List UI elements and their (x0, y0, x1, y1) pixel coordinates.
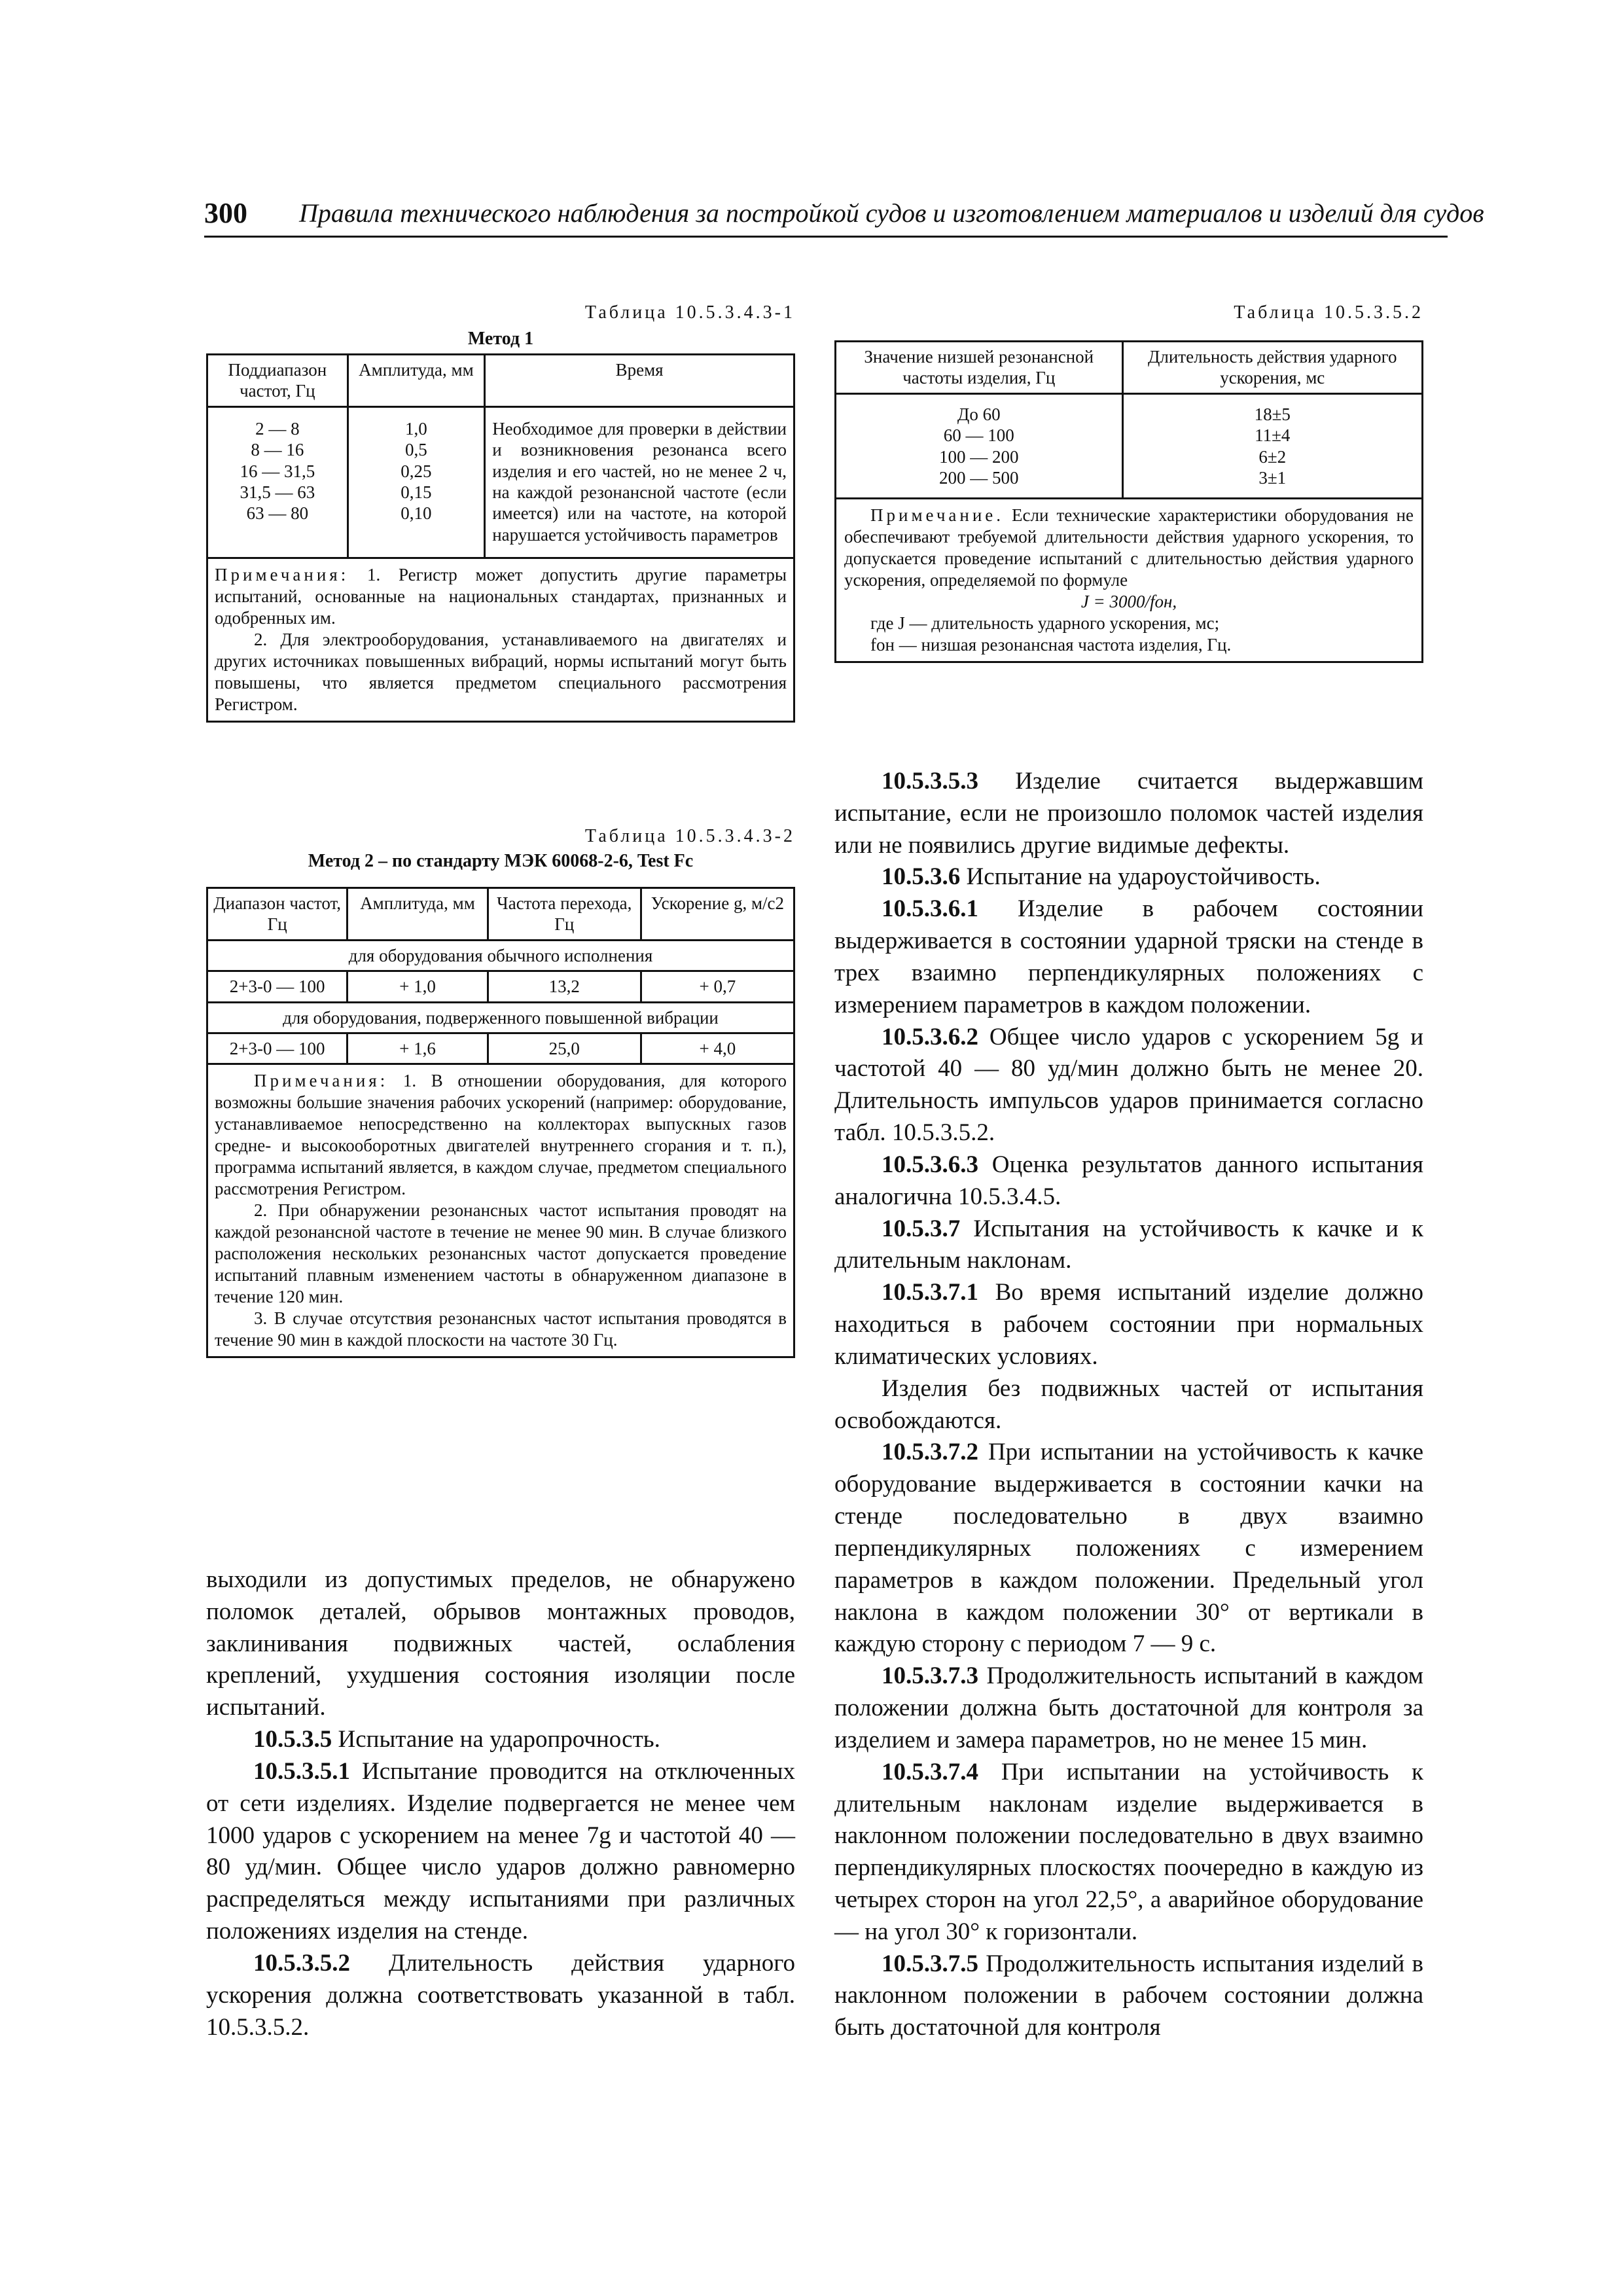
table3-freq: До 60 (957, 404, 1001, 424)
table3-formula: J = 3000/fон, (1080, 592, 1177, 612)
table2-note-1: 1. В отношении оборудования, для которого возможны большие значения рабочих ускорений (например: оборудование, устанавливаемое непосредственно на коллекторах выпускных газов средне- и высокооборотных двигателей внутреннего сгорания и т. п.), программа испытаний является, в каждом случае, предметом специального рассмотрения Регистром. (215, 1071, 787, 1199)
left-paragraph-3: Испытание проводится на отключенных от сети изделиях. Изделие подвергается не менее чем 1000 ударов с ускорением на менее 7g и частотой 40 — 80 уд/мин. Общее число ударов должно равномерно распределяться между испытаниями при различных положениях изделия на стенде. (206, 1757, 795, 1945)
table2-subtitle: Метод 2 – по стандарту МЭК 60068-2-6, Test Fc (308, 851, 694, 871)
table1-freq: 31,5 — 63 (240, 482, 315, 502)
table2-note-label: Примечания: (254, 1071, 389, 1091)
running-header (204, 196, 1484, 238)
table2-header-amp: Амплитуда, мм (348, 888, 488, 941)
table2-cell: + 1,6 (348, 1033, 488, 1064)
clause-number: 10.5.3.5 (253, 1726, 332, 1753)
table1-amp: 0,5 (405, 440, 427, 460)
page-number: 300 (204, 197, 247, 229)
table1-note-label: Примечания: (215, 565, 349, 585)
right-paragraph-10: Продолжительность испытаний в каждом положении должна быть достаточной для контроля за изделием и замера параметров, но не менее 15 мин. (834, 1662, 1423, 1753)
table3-freq-cell (836, 393, 1123, 499)
table3-header-dur: Длительность действия ударного ускорения, мс (1122, 342, 1423, 394)
table3-freq: 60 — 100 (943, 425, 1014, 446)
right-paragraph-12: Продолжительность испытания изделий в наклонном положении в рабочем состоянии должна быть достаточной для контроля (834, 1950, 1423, 2041)
right-paragraph-8: Изделия без подвижных частей от испытания освобождаются. (834, 1374, 1423, 1434)
table1-amp: 0,25 (401, 461, 432, 481)
right-paragraph-11: При испытании на устойчивость к длительным наклонам изделие выдерживается в наклонном положении последовательно в двух взаимно перпендикулярных плоскостях поочередно в каждую из четырех сторон на угол 22,5°, а аварийное оборудование — на угол 30° к горизонтали. (834, 1758, 1424, 1945)
table1-freq: 2 — 8 (255, 418, 300, 439)
clause-number: 10.5.3.5.2 (253, 1949, 350, 1977)
table3-header-freq: Значение низшей резонансной частоты изделия, Гц (836, 342, 1123, 394)
clause-number: 10.5.3.7 (882, 1215, 961, 1242)
right-paragraph-1: Изделие считается выдержавшим испытание, если не произошло поломок частей изделия или не появились другие видимые дефекты. (834, 768, 1424, 859)
table1-notes (207, 558, 794, 722)
clause-number: 10.5.3.6 (882, 863, 961, 891)
left-column-text (206, 1564, 795, 2043)
table3-dur: 3±1 (1258, 467, 1287, 488)
clause-number: 10.5.3.7.4 (882, 1758, 978, 1785)
right-paragraph-2: Испытание на удароустойчивость. (966, 863, 1321, 891)
table1-header-freq: Поддиапазон частот, Гц (207, 355, 348, 407)
table2-header-transition: Частота перехода, Гц (488, 888, 641, 941)
table1-amp: 1,0 (405, 418, 427, 439)
clause-number: 10.5.3.7.5 (882, 1950, 978, 1977)
clause-number: 10.5.3.6.3 (882, 1151, 978, 1178)
table1-amp: 0,10 (401, 503, 432, 524)
table1-note-1: 1. Регистр может допустить другие параметры испытаний, основанные на национальных стандартах, признанных и одобренных им. (215, 565, 787, 628)
left-paragraph-4: Длительность действия ударного ускорения должна соответствовать указанной в табл. 10.5.3.5.2. (206, 1949, 796, 2041)
table2-notes (207, 1064, 794, 1357)
table3-freq: 100 — 200 (939, 446, 1019, 467)
table1-caption: Таблица 10.5.3.4.3-1 (584, 302, 795, 323)
table2-cell: 2+3-0 — 100 (207, 1033, 348, 1064)
table1-freq: 63 — 80 (246, 503, 309, 524)
left-paragraph-2: Испытание на ударопрочность. (338, 1726, 660, 1753)
table3 (834, 340, 1423, 663)
right-paragraph-3: Изделие в рабочем состоянии выдерживается в состоянии ударной тряски на стенде в трех взаимно перпендикулярных положениях с измерением параметров в каждом положении. (834, 895, 1423, 1018)
table2-cell: + 1,0 (348, 971, 488, 1002)
table2-section-normal: для оборудования обычного исполнения (207, 940, 794, 971)
clause-number: 10.5.3.6.2 (882, 1023, 978, 1050)
table2-cell: 13,2 (488, 971, 641, 1002)
table2-header-freq: Диапазон частот, Гц (207, 888, 348, 941)
table3-dur: 11±4 (1255, 425, 1291, 446)
table1-time-text: Необходимое для проверки в действии и возникновения резонанса всего изделия и его частей, но не менее 2 ч, на каждой резонансной частоте (если имеется) или на частоте, на которой нарушается устойчивость параметров (485, 406, 794, 558)
clause-number: 10.5.3.7.2 (882, 1439, 978, 1466)
clause-number: 10.5.3.5.1 (253, 1757, 350, 1785)
table2-cell: 25,0 (488, 1033, 641, 1064)
table2 (206, 887, 795, 1358)
running-title: Правила технического наблюдения за постройкой судов и изготовлением материалов и изделий для судов (299, 198, 1484, 228)
table3-where-1: где J — длительность ударного ускорения, мс; (870, 613, 1220, 634)
right-paragraph-4: Общее число ударов с ускорением 5g и частотой 40 — 80 уд/мин должно быть не менее 20. Длительность импульсов ударов принимается согласно табл. 10.5.3.5.2. (834, 1023, 1423, 1147)
table1-header-amp: Амплитуда, мм (348, 355, 485, 407)
table1 (206, 353, 795, 723)
table3-dur: 6±2 (1258, 446, 1287, 467)
table2-note-3: 3. В случае отсутствия резонансных частот испытания проводятся в течение 90 мин в каждой плоскости на частоте 30 Гц. (215, 1308, 787, 1350)
table1-freq: 8 — 16 (251, 440, 304, 460)
table3-dur-cell (1122, 393, 1423, 499)
left-paragraph-1: выходили из допустимых пределов, не обнаружено поломок деталей, обрывов монтажных проводов, заклинивания подвижных частей, ослабления креплений, ухудшения состояния изоляции после испытаний. (206, 1566, 795, 1721)
table2-cell: + 0,7 (641, 971, 794, 1002)
table1-freq: 16 — 31,5 (240, 461, 315, 481)
right-paragraph-7: Во время испытаний изделие должно находиться в рабочем состоянии при нормальных климатических условиях. (834, 1279, 1423, 1370)
table3-where-2: fон — низшая резонансная частота изделия, Гц. (870, 634, 1232, 655)
table1-note-2: 2. Для электрооборудования, устанавливаемого на двигателях и других источниках повышенных вибраций, нормы испытаний могут быть повышены, что является предметом специального рассмотрения Регистром. (215, 629, 787, 714)
clause-number: 10.5.3.5.3 (882, 768, 978, 795)
right-paragraph-5: Оценка результатов данного испытания аналогична 10.5.3.4.5. (834, 1151, 1423, 1210)
table2-cell: 2+3-0 — 100 (207, 971, 348, 1002)
clause-number: 10.5.3.7.3 (882, 1662, 978, 1690)
clause-number: 10.5.3.6.1 (882, 895, 978, 923)
table3-notes (836, 499, 1423, 662)
table3-freq: 200 — 500 (939, 467, 1019, 488)
table2-header-accel: Ускорение g, м/с2 (641, 888, 794, 941)
table1-amp-cell (348, 406, 485, 558)
right-column-text (834, 766, 1423, 2044)
table2-cell: + 4,0 (641, 1033, 794, 1064)
table3-caption: Таблица 10.5.3.5.2 (1234, 302, 1423, 323)
right-paragraph-9: При испытании на устойчивость к качке оборудование выдерживается в состоянии качки на стенде последовательно в двух взаимно перпендикулярных положениях с измерением параметров в каждом положении. Предельный угол наклона в каждом положении 30° от вертикали в каждую сторону с периодом 7 — 9 с. (834, 1439, 1423, 1658)
table3-dur: 18±5 (1254, 404, 1291, 424)
right-paragraph-6: Испытания на устойчивость к качке и к длительным наклонам. (834, 1215, 1423, 1274)
table2-note-2: 2. При обнаружении резонансных частот испытания проводят на каждой резонансной частоте в течение не менее 90 мин. В случае близкого расположения нескольких резонансных частот допускается проведение испытаний плавным изменением частоты в обнаруженном диапазоне в течение 120 мин. (215, 1200, 787, 1306)
table1-amp: 0,15 (401, 482, 432, 502)
table1-subtitle: Метод 1 (467, 329, 534, 349)
clause-number: 10.5.3.7.1 (882, 1279, 978, 1306)
table2-section-vibration: для оборудования, подверженного повышенной вибрации (207, 1002, 794, 1033)
table3-note-label: Примечание. (870, 505, 1005, 526)
table1-freq-cell (207, 406, 348, 558)
table2-caption: Таблица 10.5.3.4.3-2 (584, 826, 795, 846)
table3-note-text: Если технические характеристики оборудования не обеспечивают требуемой длительности действия ударного ускорения, то допускается проведение испытаний с длительностью действия ударного ускорения, определяемой по формуле (844, 505, 1414, 590)
table1-header-time: Время (485, 355, 794, 407)
